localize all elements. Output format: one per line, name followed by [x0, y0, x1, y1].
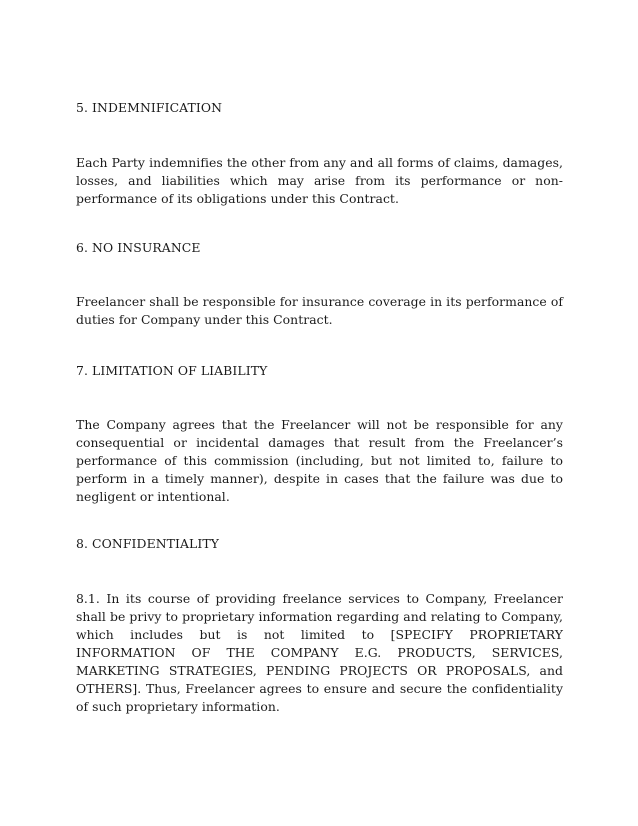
section-heading-no-insurance: 6. NO INSURANCE	[76, 240, 201, 255]
section-heading-limitation-of-liability: 7. LIMITATION OF LIABILITY	[76, 363, 268, 378]
section-body-limitation-of-liability: The Company agrees that the Freelancer will not be responsible for any consequential or incidental damages that result from the Freelancer’s performance of this commission (including, but not limited to, failure to perform in a timely manner), despite in cases that the failure was due to negligent or intentional.	[76, 417, 563, 504]
section-body-confidentiality: 8.1. In its course of providing freelance services to Company, Freelancer shall be privy to proprietary information regarding and relating to Company, which includes but is not limited to [SPECIFY PROPRIETARY INFORMATION OF THE COMPANY E.G. PRODUCTS, SERVICES, MARKETING STRATEGIES, PENDING PROJECTS OR PROPOSALS, and OTHERS]. Thus, Freelancer agrees to ensure and secure the confidentiality of such proprietary information.	[76, 591, 563, 714]
section-heading-confidentiality: 8. CONFIDENTIALITY	[76, 536, 220, 551]
section-body-indemnification: Each Party indemnifies the other from any and all forms of claims, damages, losses, and liabilities which may arise from its performance or non-performance of its obligations under this Contract.	[76, 155, 563, 206]
section-heading-indemnification: 5. INDEMNIFICATION	[76, 100, 223, 115]
section-body-no-insurance: Freelancer shall be responsible for insurance coverage in its performance of duties for Company under this Contract.	[76, 294, 563, 327]
